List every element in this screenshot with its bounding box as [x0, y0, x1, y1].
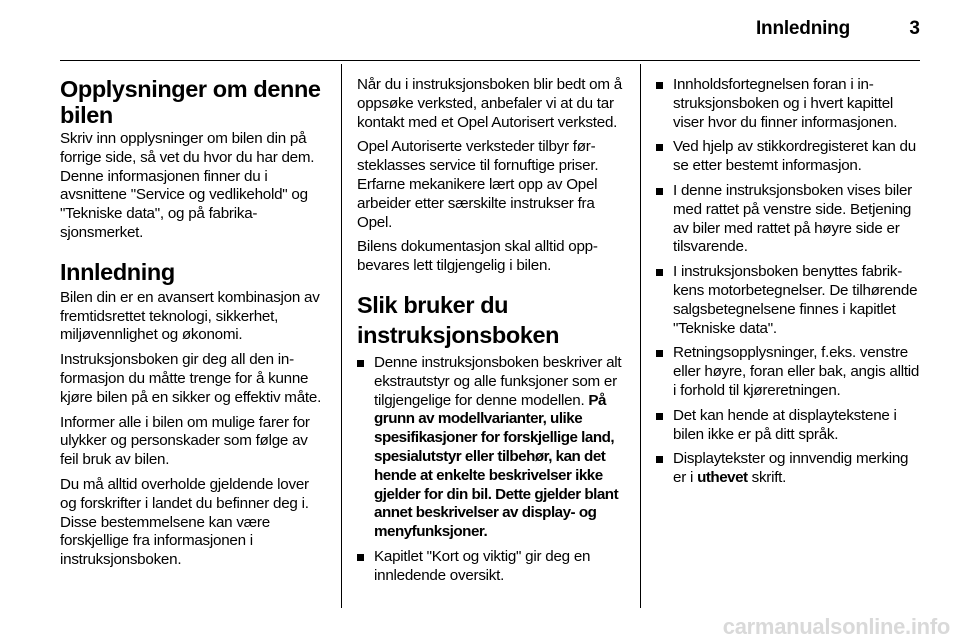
paragraph: Bilen din er en avansert kombinasjon av fremtidsrettet teknologi, sikkerhet, miljøvennlighet og økonomi.	[60, 288, 320, 344]
list-item	[656, 344, 922, 400]
paragraph: Informer alle i bilen om mulige farer for ulykker og personskader som følge av feil bruk av bilen.	[60, 413, 310, 469]
square-bullet-icon	[357, 360, 364, 367]
square-bullet-icon	[656, 82, 663, 89]
watermark-text: carmanualsonline.info	[722, 614, 950, 639]
square-bullet-icon	[656, 144, 663, 151]
list-item	[656, 182, 922, 257]
list-item-text: Retningsopplysninger, f.eks. venstre eller høyre, foran eller bak, angis alltid i forhold til kjøreretningen.	[673, 344, 920, 399]
column-1	[60, 76, 328, 576]
paragraph: Du må alltid overholde gjeldende lover og forskrifter i landet du befinner deg i. Disse bestemmelsene kan være forskjellige fra informasjonen i instruksjonsboken.	[60, 475, 309, 569]
paragraph: Opel Autoriserte verksteder tilbyr førsteklasses service til fornuftige priser. Erfarne mekanikere lært opp av Opel arbeider etter særskilte instrukser fra Opel.	[357, 138, 599, 231]
list-item-text: skrift.	[751, 469, 787, 487]
section-heading-how-to-use: Slik bruker du instruksjonsboken	[357, 291, 560, 348]
list-item-text: Kapitlet "Kort og viktig" gir deg en innledende oversikt.	[374, 547, 591, 584]
column-3	[656, 76, 922, 494]
list-item-text: I denne instruksjonsboken vises biler med rattet på venstre side. Betjening av biler med rattet på høyre side er tilsvarende.	[673, 181, 912, 256]
section-heading-introduction: Innledning	[60, 258, 175, 285]
list-item-text: Innholdsfortegnelsen foran i instruksjonsboken og i hvert kapittel viser hvor du finner informasjonen.	[673, 76, 898, 131]
list-item	[656, 450, 922, 488]
bullet-list	[357, 354, 623, 586]
list-item-text: I instruksjonsboken benyttes fabrikkens motorbetegnelser. De tilhørende salgsbetegnelsene finnes i kapitlet "Tekniske data".	[673, 263, 918, 337]
bullet-list	[656, 76, 922, 488]
header-rule	[60, 60, 920, 61]
list-item	[656, 407, 922, 445]
page-number: 3	[909, 18, 920, 39]
list-item-text: Displaytekster og innvendig merking er i	[673, 450, 909, 487]
square-bullet-icon	[656, 413, 663, 420]
square-bullet-icon	[656, 456, 663, 463]
paragraph: Skriv inn opplysninger om bilen din på forrige side, så vet du hvor du har dem. Denne informasjonen finner du i avsnittene "Service og vedlikehold" og "Tekniske data", og på fabrikasjonsmerket.	[60, 130, 315, 241]
paragraph: Når du i instruksjonsboken blir bedt om å oppsøke verksted, anbefaler vi at du tar kontakt med et Opel Autorisert verksted.	[357, 76, 622, 131]
section-heading-vehicle-info: Opplysninger om denne bilen	[60, 76, 321, 128]
list-item	[656, 138, 922, 176]
list-item	[656, 76, 922, 132]
column-divider-1	[341, 64, 342, 608]
square-bullet-icon	[656, 188, 663, 195]
list-item-bold-text: På grunn av modellvarianter, ulike spesifikasjoner for forskjellige land, spesialutstyr eller tilbehør, kan det hende at enkelte beskrivelser ikke gjelder for din bil. Dette gjelder blant annet beskrivelser av display- og menyfunksjoner.	[374, 391, 619, 541]
square-bullet-icon	[656, 350, 663, 357]
list-item	[357, 354, 623, 542]
paragraph: Bilens dokumentasjon skal alltid oppbevares lett tilgjengelig i bilen.	[357, 238, 598, 275]
list-item-text: Det kan hende at displaytekstene i bilen ikke er på ditt språk.	[673, 406, 897, 443]
column-divider-2	[640, 64, 641, 608]
list-item-text: Ved hjelp av stikkordregisteret kan du se etter bestemt informasjon.	[673, 138, 916, 175]
page-header-title: Innledning	[755, 18, 850, 39]
square-bullet-icon	[357, 554, 364, 561]
list-item	[656, 263, 922, 338]
column-2	[357, 76, 623, 592]
list-item	[357, 548, 623, 586]
square-bullet-icon	[656, 269, 663, 276]
list-item-text: Denne instruksjonsboken beskriver alt ekstrautstyr og alle funksjoner som er tilgjengelige for denne modellen.	[374, 353, 622, 409]
list-item-bold-text: uthevet	[697, 469, 748, 487]
paragraph: Instruksjonsboken gir deg all den informasjon du måtte trenge for å kunne kjøre bilen på en sikker og effektiv måte.	[60, 351, 322, 406]
